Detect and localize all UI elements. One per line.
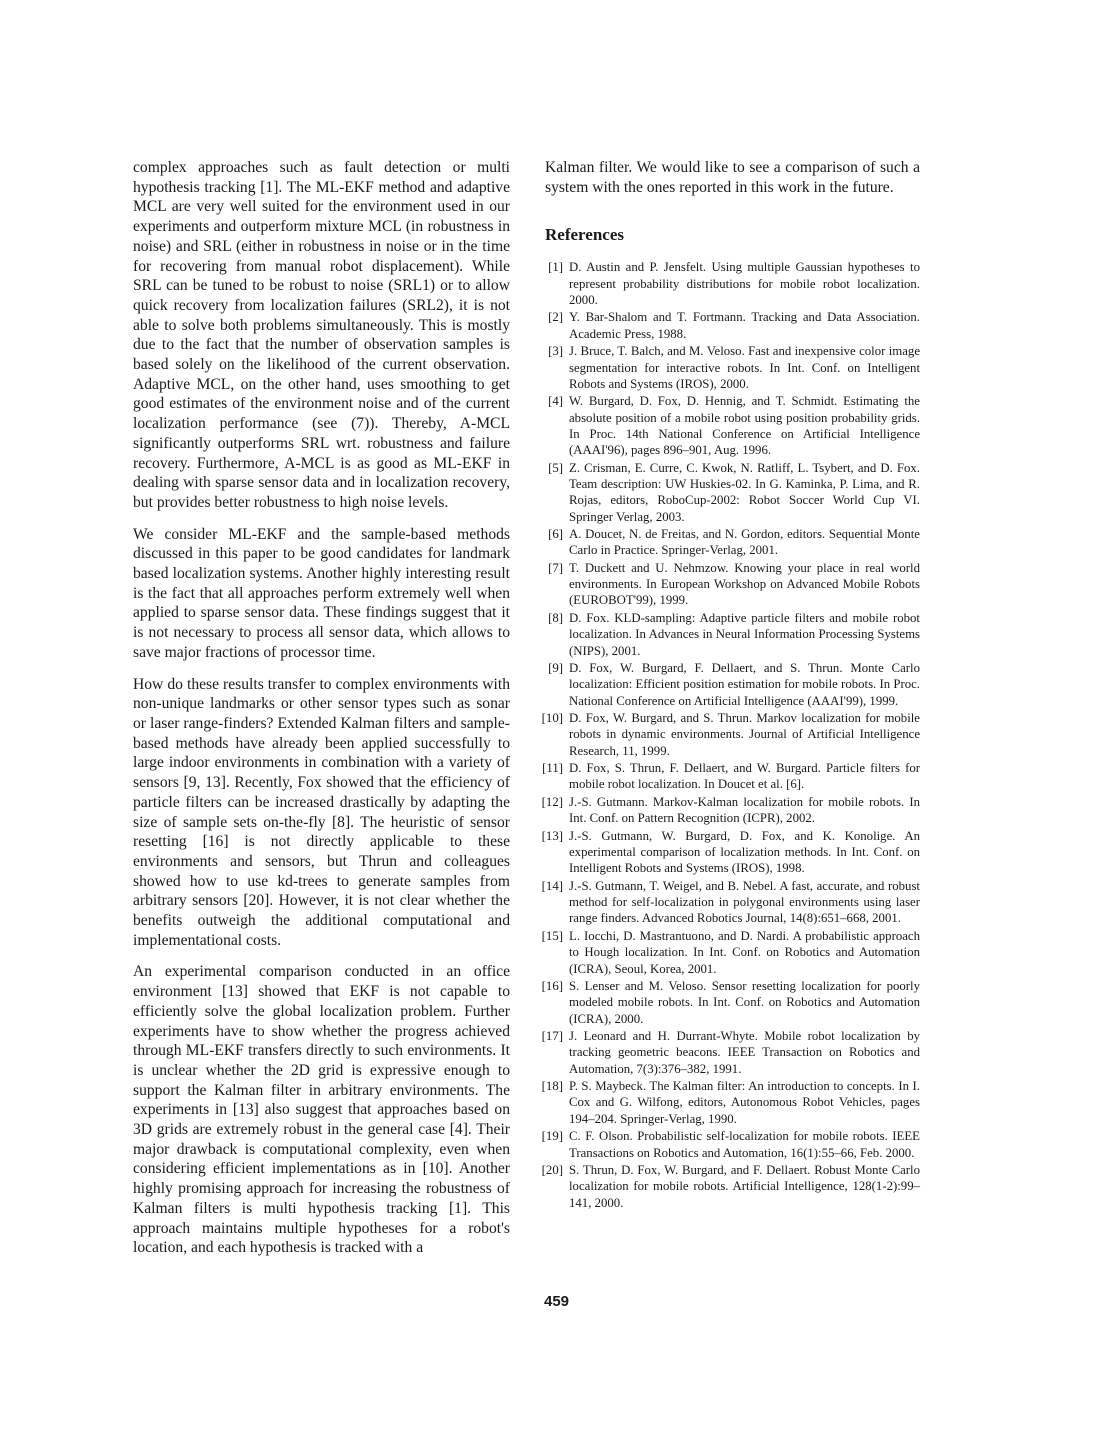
- reference-number: [9]: [548, 661, 563, 676]
- left-column: [133, 158, 510, 1270]
- reference-item: [545, 560, 920, 609]
- reference-item: [541, 1128, 920, 1161]
- reference-number: [17]: [541, 1029, 563, 1044]
- reference-item: [545, 309, 920, 342]
- body-paragraph: complex approaches such as fault detection or multi hypothesis tracking [1]. The ML-EKF method and adaptive MCL are very well suited for the environment used in our experiments and outperform mixture MCL (in robustness in noise) and SRL (either in robustness in noise or in the time for recovering from manual robot displacement). While SRL can be tuned to be robust to noise (SRL1) or to allow quick recovery from localization failures (SRL2), it is not able to solve both problems simultaneously. This is mostly due to the fact that the number of observation samples is based solely on the likelihood of the current observation. Adaptive MCL, on the other hand, uses smoothing to get good estimates of the environment noise and of the current localization performance (see (7)). Thereby, A-MCL significantly outperforms SRL wrt. robustness and failure recovery. Furthermore, A-MCL is as good as ML-EKF in dealing with sparse sensor data and in localization recovery, but provides better robustness to high noise levels.: [133, 159, 510, 511]
- reference-item: [545, 393, 920, 458]
- reference-item: [542, 760, 920, 793]
- reference-item: [541, 928, 920, 977]
- reference-number: [20]: [541, 1163, 563, 1177]
- reference-text: J. Leonard and H. Durrant-Whyte. Mobile robot localization by tracking geometric beacons. IEEE Transaction on Robotics and Automation, 7(3):376–382, 1991.: [569, 1029, 920, 1076]
- reference-item: [545, 343, 920, 392]
- reference-number: [6]: [548, 527, 563, 542]
- body-paragraph: An experimental comparison conducted in an office environment [13] showed that EKF is not capable to efficiently solve the global localization problem. Further experiments have to show whether the progress achieved through ML-EKF transfers directly to such environments. It is unclear whether the 2D grid is expressive enough to support the Kalman filter in arbitrary environments. The experiments in [13] also suggest that approaches based on 3D grids are extremely robust in the general case [4]. Their major drawback is computational complexity, even when considering efficient implementations as in [10]. Another highly promising approach for increasing the robustness of Kalman filters is multi hypothesis tracking [1]. This approach maintains multiple hypotheses for a robot's location, and each hypothesis is tracked with a: [133, 963, 510, 1257]
- reference-item: [545, 259, 920, 308]
- reference-text: Y. Bar-Shalom and T. Fortmann. Tracking and Data Association. Academic Press, 1988.: [569, 310, 920, 341]
- reference-item: [541, 978, 920, 1027]
- reference-text: D. Fox, S. Thrun, F. Dellaert, and W. Burgard. Particle filters for mobile robot localization. In Doucet et al. [6].: [569, 761, 920, 792]
- references-heading: References: [545, 225, 624, 245]
- reference-text: Z. Crisman, E. Curre, C. Kwok, N. Ratliff, L. Tsybert, and D. Fox. Team description: UW Huskies-02. In G. Kaminka, P. Lima, and R. Rojas, editors, RoboCup-2002: Robot Soccer World Cup VI. Springer Verlag, 2003.: [569, 460, 920, 524]
- reference-item: [541, 794, 920, 827]
- reference-text: J.-S. Gutmann, W. Burgard, D. Fox, and K. Konolige. An experimental comparison of localization methods. In Int. Conf. on Intelligent Robots and Systems (IROS), 1998.: [569, 828, 920, 876]
- reference-text: J.-S. Gutmann, T. Weigel, and B. Nebel. A fast, accurate, and robust method for self-localization in polygonal environments using laser range finders. Advanced Robotics Journal, 14(8):651–668, 2001.: [569, 878, 920, 926]
- reference-text: A. Doucet, N. de Freitas, and N. Gordon, editors. Sequential Monte Carlo in Practice. Springer-Verlag, 2001.: [569, 527, 920, 558]
- reference-item: [545, 460, 920, 525]
- reference-item: [541, 1162, 920, 1211]
- reference-text: L. Iocchi, D. Mastrantuono, and D. Nardi. A probabilistic approach to Hough localization. In Int. Conf. on Robotics and Automation (ICRA), Seoul, Korea, 2001.: [569, 928, 920, 976]
- body-paragraph: How do these results transfer to complex environments with non-unique landmarks or other sensor types such as sonar or laser range-finders? Extended Kalman filters and sample-based methods have already been applied successfully to large indoor environments in combination with a variety of sensors [9, 13]. Recently, Fox showed that the efficiency of particle filters can be increased drastically by adapting the size of sample sets on-the-fly [8]. The heuristic of sensor resetting [16] is not directly applicable to these environments and sensors, but Thrun and colleagues showed how to use kd-trees to generate samples from arbitrary sensors [20]. However, it is not clear whether the benefits outweigh the additional computational and implementational costs.: [133, 675, 510, 949]
- reference-item: [541, 1028, 920, 1077]
- reference-item: [541, 1078, 920, 1127]
- reference-item: [545, 610, 920, 659]
- reference-text: W. Burgard, D. Fox, D. Hennig, and T. Schmidt. Estimating the absolute position of a mobile robot using position probability grids. In Proc. 14th National Conference on Artificial Intelligence (AAAI'96), pages 896–901, Aug. 1996.: [569, 394, 920, 458]
- reference-number: [4]: [548, 394, 563, 409]
- reference-text: D. Fox, W. Burgard, F. Dellaert, and S. Thrun. Monte Carlo localization: Efficient position estimation for mobile robots. In Proc. National Conference on Artificial Intelligence (AAAI'99), 1999.: [569, 661, 920, 708]
- reference-number: [13]: [541, 828, 563, 843]
- reference-number: [12]: [541, 794, 563, 809]
- reference-text: T. Duckett and U. Nehmzow. Knowing your place in real world environments. In European Workshop on Advanced Mobile Robots (EUROBOT'99), 1999.: [569, 560, 920, 608]
- reference-number: [1]: [548, 260, 563, 275]
- reference-text: D. Fox. KLD-sampling: Adaptive particle filters and mobile robot localization. In Advances in Neural Information Processing Systems (NIPS), 2001.: [569, 610, 920, 658]
- page-number: 459: [543, 1293, 570, 1310]
- reference-text: S. Lenser and M. Veloso. Sensor resetting localization for poorly modeled mobile robots. In Int. Conf. on Robotics and Automation (ICRA), 2000.: [569, 978, 920, 1026]
- right-column: [541, 158, 920, 1212]
- reference-text: S. Thrun, D. Fox, W. Burgard, and F. Dellaert. Robust Monte Carlo localization for mobile robots. Artificial Intelligence, 128(1-2):99–141, 2000.: [569, 1163, 920, 1210]
- reference-item: [545, 660, 920, 709]
- reference-number: [18]: [541, 1079, 563, 1094]
- reference-item: [541, 878, 920, 927]
- reference-number: [11]: [542, 761, 563, 776]
- continuation-paragraph: Kalman filter. We would like to see a comparison of such a system with the ones reported in this work in the future.: [545, 159, 920, 196]
- reference-number: [14]: [541, 878, 563, 893]
- reference-text: D. Austin and P. Jensfelt. Using multiple Gaussian hypotheses to represent probability distributions for mobile robot localization. 2000.: [569, 260, 920, 307]
- reference-item: [545, 526, 920, 559]
- reference-item: [541, 828, 920, 877]
- reference-item: [541, 710, 920, 759]
- reference-number: [8]: [548, 610, 563, 625]
- reference-text: J.-S. Gutmann. Markov-Kalman localization for mobile robots. In Int. Conf. on Pattern Recognition (ICPR), 2002.: [569, 794, 920, 826]
- reference-number: [19]: [541, 1129, 563, 1144]
- reference-text: C. F. Olson. Probabilistic self-localization for mobile robots. IEEE Transactions on Robotics and Automation, 16(1):55–66, Feb. 2000.: [569, 1129, 920, 1160]
- reference-number: [16]: [541, 978, 563, 993]
- reference-number: [7]: [548, 560, 563, 575]
- reference-text: P. S. Maybeck. The Kalman filter: An introduction to concepts. In I. Cox and G. Wilfong, editors, Autonomous Robot Vehicles, pages 194–204. Springer-Verlag, 1990.: [569, 1079, 920, 1126]
- reference-text: D. Fox, W. Burgard, and S. Thrun. Markov localization for mobile robots in dynamic environments. Journal of Artificial Intelligence Research, 11, 1999.: [569, 711, 920, 758]
- reference-list: [541, 259, 920, 1210]
- reference-text: J. Bruce, T. Balch, and M. Veloso. Fast and inexpensive color image segmentation for interactive robots. In Int. Conf. on Intelligent Robots and Systems (IROS), 2000.: [569, 344, 920, 391]
- reference-number: [10]: [541, 711, 563, 726]
- reference-number: [15]: [541, 928, 563, 943]
- reference-number: [2]: [548, 310, 563, 325]
- body-paragraph: We consider ML-EKF and the sample-based methods discussed in this paper to be good candidates for landmark based localization systems. Another highly interesting result is the fact that all approaches perform extremely well when applied to sparse sensor data. These findings suggest that it is not necessary to process all sensor data, which allows to save major fractions of processor time.: [133, 525, 510, 661]
- reference-number: [5]: [548, 460, 563, 475]
- reference-number: [3]: [548, 344, 563, 359]
